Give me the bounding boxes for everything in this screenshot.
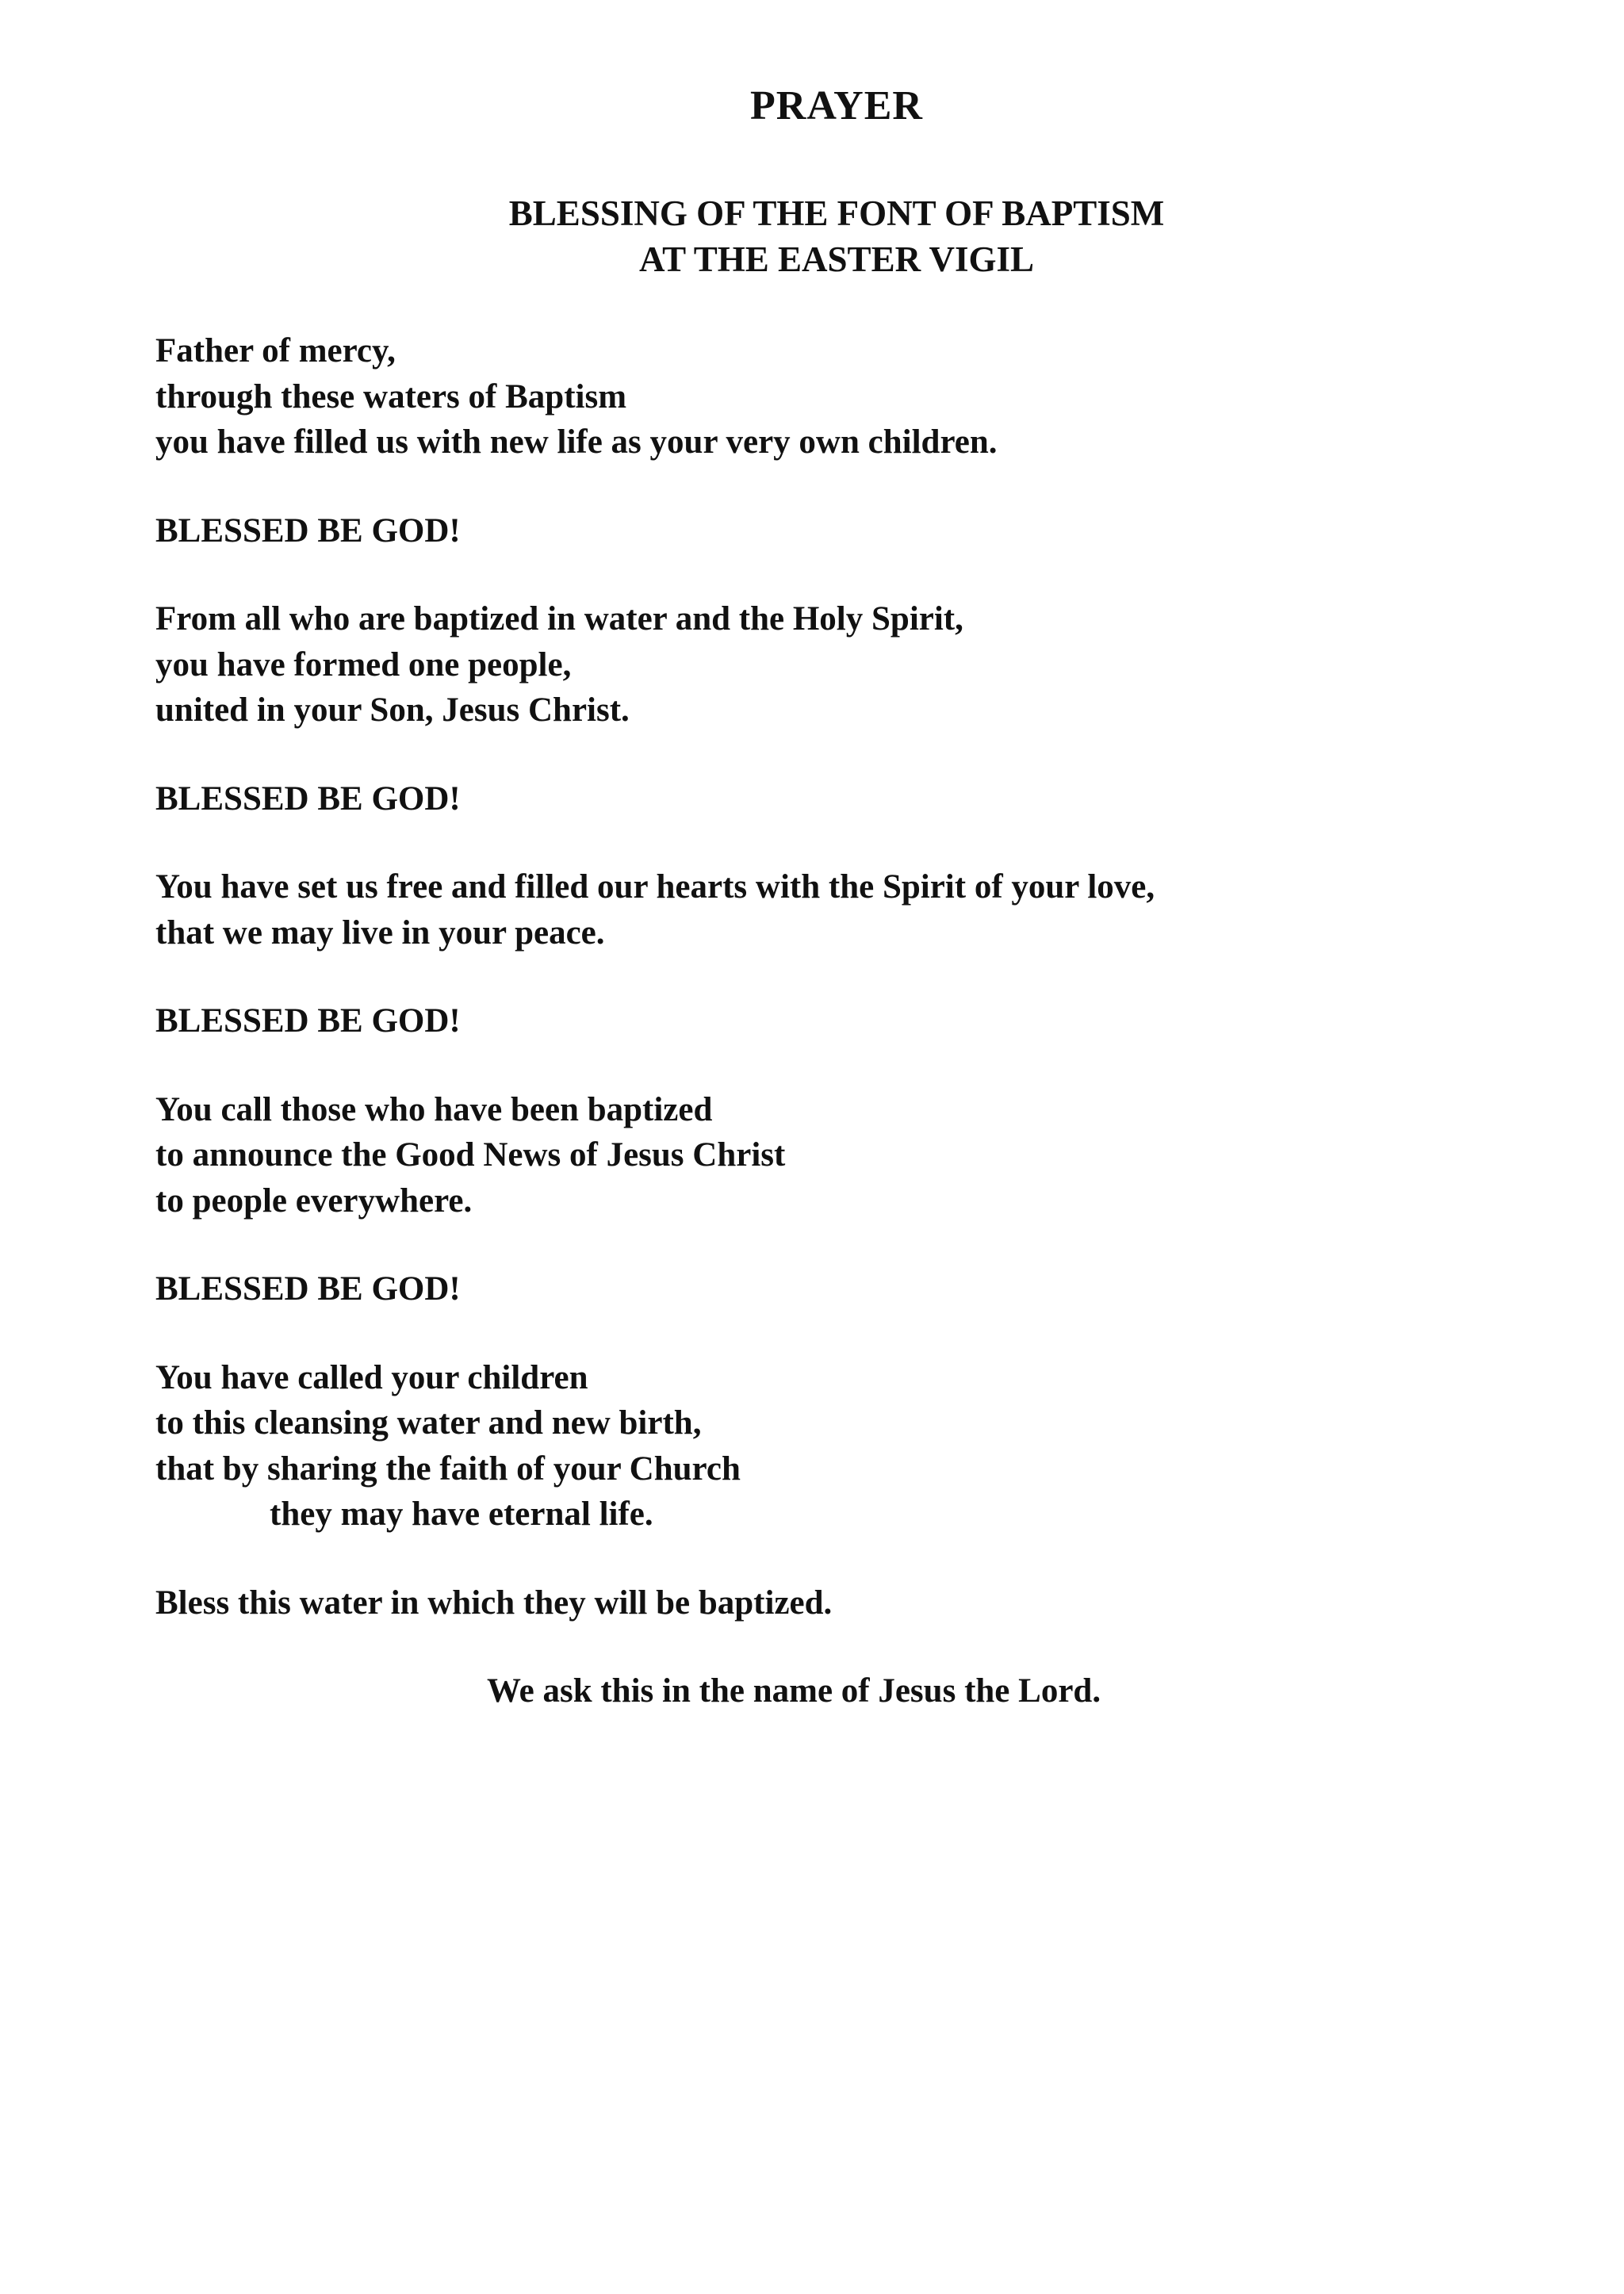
prayer-stanza xyxy=(155,1355,1503,1538)
response-stanza xyxy=(155,1266,1503,1312)
prayer-line: they may have eternal life. xyxy=(270,1496,653,1533)
subtitle-line: AT THE EASTER VIGIL xyxy=(638,239,1035,279)
subtitle-line: BLESSING OF THE FONT OF BAPTISM xyxy=(508,193,1165,233)
prayer-line: You have called your children xyxy=(155,1358,588,1396)
prayer-line: Father of mercy, xyxy=(155,332,396,370)
prayer-line: that we may live in your peace. xyxy=(155,913,605,952)
prayer-line: to people everywhere. xyxy=(155,1181,473,1220)
prayer-line: united in your Son, Jesus Christ. xyxy=(155,691,630,729)
prayer-line: You call those who have been baptized xyxy=(155,1090,713,1128)
page-title: PRAYER xyxy=(750,83,923,128)
response-line: BLESSED BE GOD! xyxy=(155,511,461,550)
response-stanza xyxy=(155,508,1503,554)
prayer-line: to this cleansing water and new birth, xyxy=(155,1404,702,1442)
prayer-line: You have set us free and filled our hearts with the Spirit of your love, xyxy=(155,868,1155,906)
prayer-stanza xyxy=(155,328,1503,465)
blessing-stanza xyxy=(155,1580,1503,1626)
closing-stanza xyxy=(155,1668,1503,1714)
page-subtitle xyxy=(0,190,1624,282)
prayer-body xyxy=(155,328,1503,1714)
prayer-stanza xyxy=(155,864,1503,956)
prayer-stanza xyxy=(155,1087,1503,1224)
response-line: BLESSED BE GOD! xyxy=(155,1270,461,1308)
closing-line: We ask this in the name of Jesus the Lord. xyxy=(487,1672,1101,1710)
prayer-line: that by sharing the faith of your Church xyxy=(155,1450,741,1488)
prayer-line: you have formed one people, xyxy=(155,645,572,684)
response-stanza xyxy=(155,776,1503,822)
blessing-line: Bless this water in which they will be baptized. xyxy=(155,1584,833,1622)
prayer-line: From all who are baptized in water and the Holy Spirit, xyxy=(155,600,963,638)
prayer-line: through these waters of Baptism xyxy=(155,377,627,416)
prayer-line: to announce the Good News of Jesus Christ xyxy=(155,1136,786,1174)
prayer-line: you have filled us with new life as your very own children. xyxy=(155,423,998,461)
response-line: BLESSED BE GOD! xyxy=(155,779,461,818)
response-stanza xyxy=(155,998,1503,1044)
response-line: BLESSED BE GOD! xyxy=(155,1002,461,1040)
prayer-stanza xyxy=(155,596,1503,733)
